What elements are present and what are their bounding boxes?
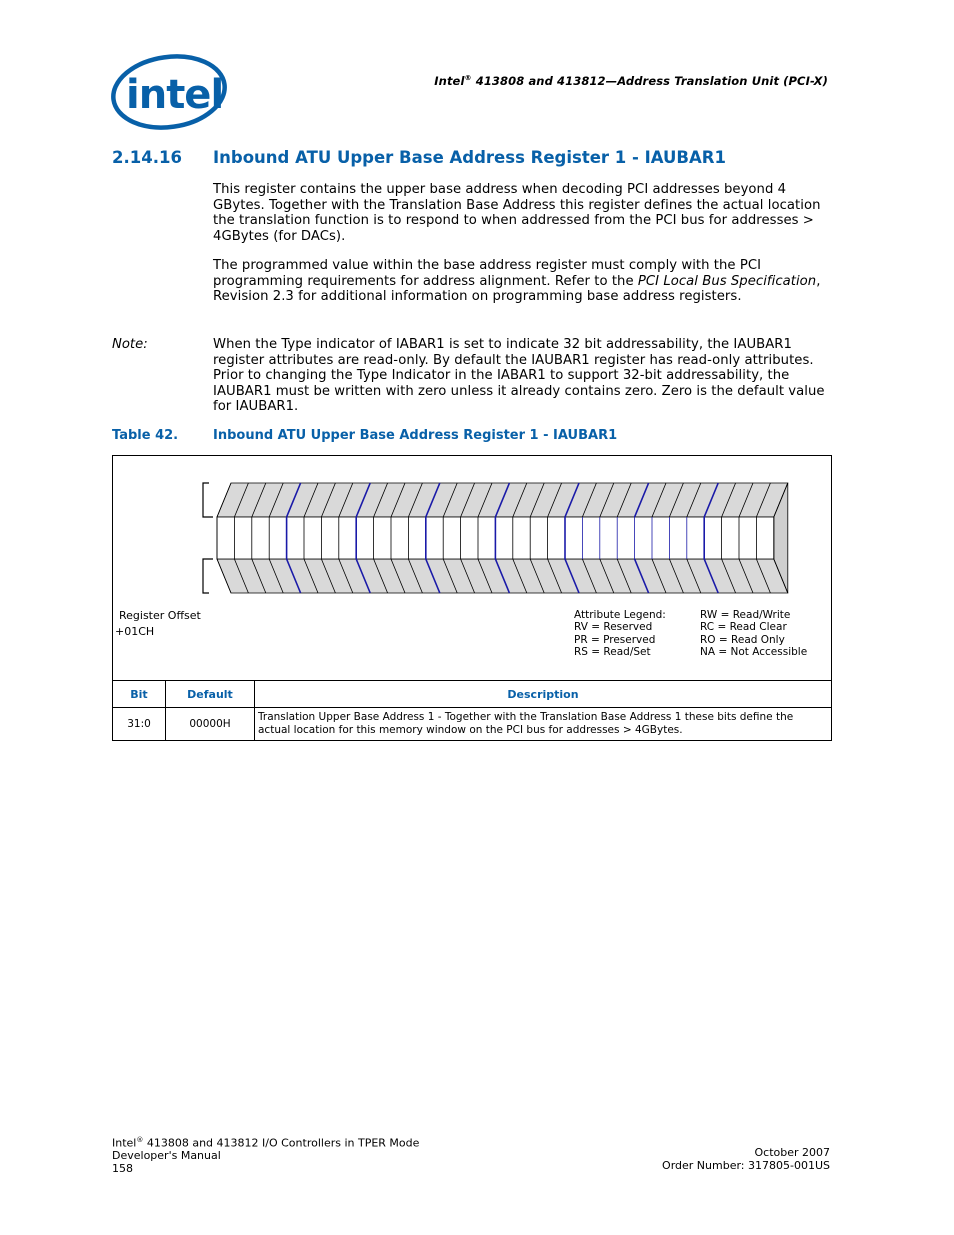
- footer-manual: Developer's Manual: [112, 1149, 221, 1163]
- bracket-bottom: [203, 559, 213, 593]
- footer-order-number: Order Number: 317805-001US: [662, 1158, 830, 1172]
- bracket-top: [203, 483, 213, 517]
- legend-entry: RS = Read/Set: [574, 646, 651, 659]
- logo-wordmark: intel: [126, 72, 224, 118]
- section-number: 2.14.16: [112, 148, 182, 167]
- legend-entry: RO = Read Only: [700, 633, 785, 646]
- paragraph-description: This register contains the upper base address when decoding PCI addresses beyond 4 GBytes. Together with the Translation Base Address this register defines the actual location the translation function is to respond to when addressed from the PCI bus for addresses > 4GBytes (for DACs).: [213, 182, 821, 244]
- attribute-legend-right: [700, 609, 807, 659]
- footer-product: Intel® 413808 and 413812 I/O Controllers in TPER Mode: [112, 1136, 420, 1150]
- intel-logo: [110, 50, 228, 132]
- cell-description: Translation Upper Base Address 1 - Together with the Translation Base Address 1 these bits define the actual location for this memory window on the PCI bus for addresses > 4GBytes.: [255, 708, 832, 741]
- note-label: Note:: [112, 337, 148, 352]
- table-caption-number: Table 42.: [112, 428, 179, 443]
- paragraph-alignment: The programmed value within the base address register must comply with the PCI programming requirements for address alignment. Refer to the PCI Local Bus Specification, Revision 2.3 for additional information on programming base address registers.: [213, 258, 821, 305]
- register-bit-table: [112, 680, 832, 741]
- spec-reference: PCI Local Bus Specification: [637, 273, 817, 289]
- cell-default: 00000H: [166, 708, 255, 741]
- column-header-default: Default: [166, 681, 255, 708]
- page-number: 158: [112, 1161, 133, 1175]
- register-bit-diagram: [195, 475, 795, 605]
- legend-entry: RW = Read/Write: [700, 609, 791, 621]
- table-header-row: [113, 681, 832, 708]
- cell-bit: 31:0: [113, 708, 166, 741]
- footer-date: October 2007: [754, 1146, 830, 1159]
- running-header: Intel® 413808 and 413812—Address Translation Unit (PCI-X): [434, 74, 828, 88]
- column-header-description: Description: [255, 681, 832, 708]
- legend-entry: Attribute Legend:: [574, 609, 666, 621]
- legend-entry: RV = Reserved: [574, 621, 653, 634]
- legend-entry: PR = Preserved: [574, 633, 656, 646]
- note-text: When the Type indicator of IABAR1 is set to indicate 32 bit addressability, the IAUBAR1 register attributes are read-only. By default the IAUBAR1 register has read-only attributes. Prior to changing the Type Indicator in the IABAR1 to support 32-bit addressability, the IAUBAR1 must be written with zero unless it already contains zero. Zero is the default value for IAUBAR1.: [213, 337, 825, 415]
- column-header-bit: Bit: [113, 681, 166, 708]
- register-offset-label: Register Offset: [119, 609, 201, 622]
- table-caption-title: Inbound ATU Upper Base Address Register 1 - IAUBAR1: [213, 428, 618, 443]
- footer-left: [112, 1134, 419, 1175]
- legend-entry: RC = Read Clear: [700, 621, 787, 634]
- footer-right: [662, 1147, 830, 1172]
- table-row: [113, 708, 832, 741]
- legend-entry: NA = Not Accessible: [700, 646, 808, 659]
- attribute-legend-left: [574, 609, 666, 659]
- section-title: Inbound ATU Upper Base Address Register 1 - IAUBAR1: [213, 148, 726, 167]
- register-offset-value: +01CH: [115, 625, 155, 638]
